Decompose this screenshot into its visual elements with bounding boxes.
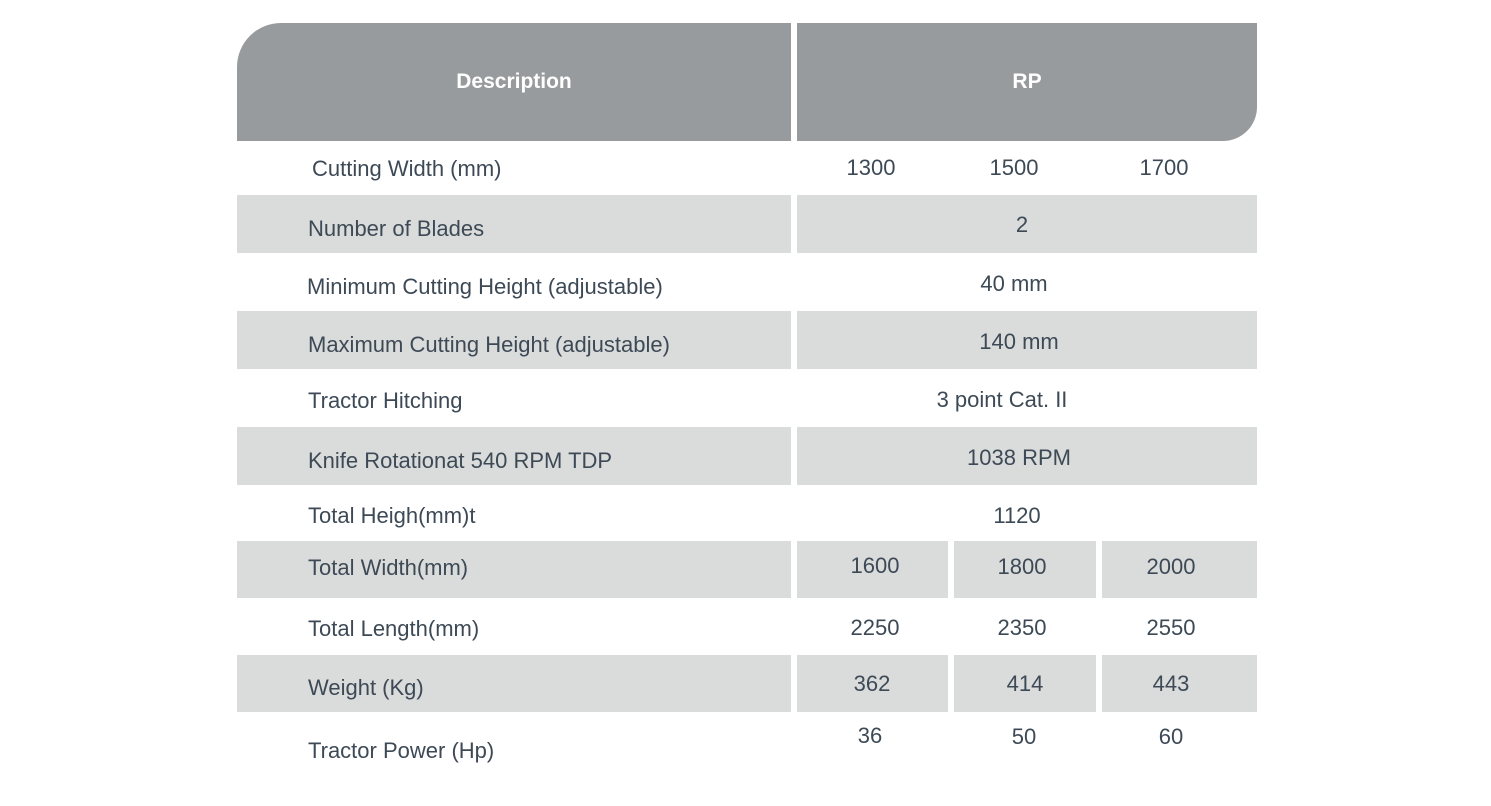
row-label-knife-rotation: Knife Rotationat 540 RPM TDP: [308, 448, 613, 473]
weight-value-1: 362: [853, 671, 891, 696]
tractor-power-value-2: 50: [1011, 724, 1037, 749]
knife-rotation-value: 1038 RPM: [967, 445, 1071, 470]
row-label-tractor-hitching: Tractor Hitching: [308, 388, 463, 413]
number-of-blades-value: 2: [1015, 212, 1029, 237]
row-label-number-of-blades: Number of Blades: [308, 216, 485, 241]
row-label-min-cutting-height: Minimum Cutting Height (adjustable): [307, 274, 663, 299]
header-model-label: RP: [1012, 70, 1042, 93]
header-model: [797, 23, 1257, 141]
row-label-total-width: Total Width(mm): [308, 555, 469, 580]
header-description-label: Description: [456, 70, 572, 93]
cutting-width-value-3: 1700: [1139, 155, 1189, 180]
total-width-value-2: 1800: [997, 554, 1047, 579]
tractor-power-value-3: 60: [1158, 724, 1184, 749]
total-length-value-2: 2350: [997, 615, 1047, 640]
row-label-total-height: Total Heigh(mm)t: [308, 503, 476, 528]
cutting-width-value-1: 1300: [846, 155, 896, 180]
tractor-hitching-value: 3 point Cat. II: [936, 387, 1068, 412]
row-label-max-cutting-height: Maximum Cutting Height (adjustable): [308, 332, 670, 357]
row-label-total-length: Total Length(mm): [308, 616, 480, 641]
weight-value-2: 414: [1006, 671, 1044, 696]
row-label-weight: Weight (Kg): [308, 675, 424, 700]
total-length-value-1: 2250: [850, 615, 900, 640]
total-width-value-3: 2000: [1146, 554, 1196, 579]
row-label-cutting-width: Cutting Width (mm): [312, 156, 502, 181]
min-cutting-height-value: 40 mm: [980, 271, 1048, 296]
total-width-value-1: 1600: [850, 553, 900, 578]
cutting-width-value-2: 1500: [989, 155, 1039, 180]
total-height-value: 1120: [993, 503, 1041, 528]
row-label-tractor-power: Tractor Power (Hp): [308, 738, 495, 763]
header-description: [237, 23, 791, 141]
weight-value-3: 443: [1152, 671, 1190, 696]
tractor-power-value-1: 36: [857, 723, 883, 748]
total-length-value-3: 2550: [1146, 615, 1196, 640]
max-cutting-height-value: 140 mm: [979, 329, 1059, 354]
